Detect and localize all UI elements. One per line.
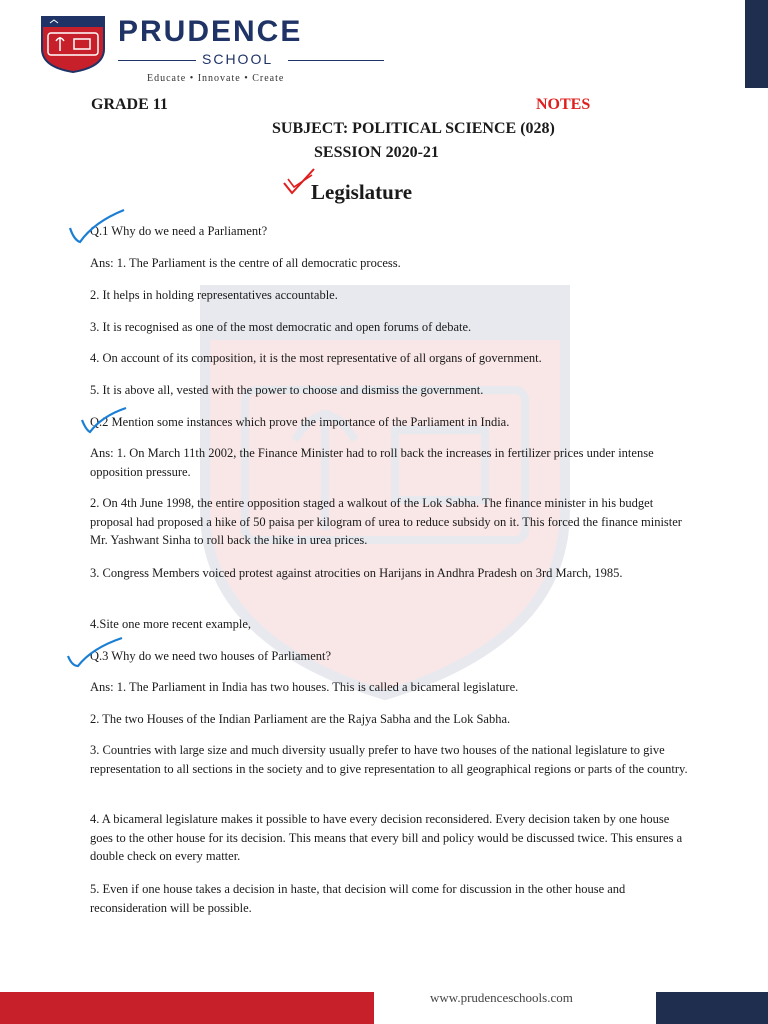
footer-red-bar xyxy=(0,992,374,1024)
session-label: SESSION 2020-21 xyxy=(314,144,439,161)
footer-navy-bar xyxy=(656,992,768,1024)
answer-3-point-4: 4. A bicameral legislature makes it possible to have every decision reconsidered. Every decision taken by one house goes to the other house for its decision. This means that every bill and policy would be discussed twice. This ensures a double check on every matter. xyxy=(90,812,683,863)
question-3: Q.3 Why do we need two houses of Parliament? xyxy=(90,649,332,663)
answer-2-point-4: 4.Site one more recent example, xyxy=(90,617,252,631)
answer-2-point-2: 2. On 4th June 1998, the entire opposition staged a walkout of the Lok Sabha. The finance minister in his budget proposal had proposed a hike of 50 paisa per kilogram of urea to reduce subsidy on it. This forced the finance minister Mr. Yashwant Sinha to roll back the hike in urea prices. xyxy=(90,496,682,547)
blue-check-icon xyxy=(66,208,128,246)
question-1: Q.1 Why do we need a Parliament? xyxy=(90,224,268,238)
answer-1-point-1: Ans: 1. The Parliament is the centre of all democratic process. xyxy=(90,256,401,270)
red-tick-icon xyxy=(282,165,316,197)
brand-school: SCHOOL xyxy=(202,51,274,67)
answer-1-point-4: 4. On account of its composition, it is the most representative of all organs of government. xyxy=(90,351,542,365)
answer-2-point-3: 3. Congress Members voiced protest against atrocities on Harijans in Andhra Pradesh on 3rd March, 1985. xyxy=(90,566,623,580)
answer-3-point-2: 2. The two Houses of the Indian Parliament are the Rajya Sabha and the Lok Sabha. xyxy=(90,712,511,726)
answer-2-point-1: Ans: 1. On March 11th 2002, the Finance Minister had to roll back the increases in fertilizer prices under intense opposition pressure. xyxy=(90,446,654,479)
blue-check-icon xyxy=(78,406,130,436)
brand-school-row xyxy=(118,53,384,67)
crest-watermark-icon xyxy=(195,280,575,700)
answer-1-point-3: 3. It is recognised as one of the most democratic and open forums of debate. xyxy=(90,320,472,334)
page-title: Legislature xyxy=(311,180,413,204)
brand-line-right xyxy=(288,60,384,61)
answer-3-point-1: Ans: 1. The Parliament in India has two houses. This is called a bicameral legislature. xyxy=(90,680,519,694)
answer-1-point-5: 5. It is above all, vested with the power to choose and dismiss the government. xyxy=(90,383,484,397)
crest-icon xyxy=(40,15,106,73)
question-2: Q.2 Mention some instances which prove the importance of the Parliament in India. xyxy=(90,415,510,429)
school-logo xyxy=(40,15,360,84)
header-corner-bar xyxy=(745,0,768,88)
brand-name: PRUDENCE xyxy=(118,15,303,48)
brand-line-left xyxy=(118,60,196,61)
answer-3-point-5: 5. Even if one house takes a decision in haste, that decision will come for discussion in the other house and reconsideration will be possible. xyxy=(90,882,626,915)
notes-label: NOTES xyxy=(536,96,591,113)
answer-3-point-3: 3. Countries with large size and much diversity usually prefer to have two houses of the national legislature to give representation to all sections in the society and to give representation to all geographical regions or parts of the country. xyxy=(90,743,688,776)
subject-label: SUBJECT: POLITICAL SCIENCE (028) xyxy=(272,120,555,137)
footer-url: www.prudenceschools.com xyxy=(430,990,573,1005)
brand-tagline: Educate • Innovate • Create xyxy=(147,73,285,84)
answer-1-point-2: 2. It helps in holding representatives accountable. xyxy=(90,288,338,302)
grade-label: GRADE 11 xyxy=(91,96,168,113)
blue-check-icon xyxy=(64,636,126,670)
